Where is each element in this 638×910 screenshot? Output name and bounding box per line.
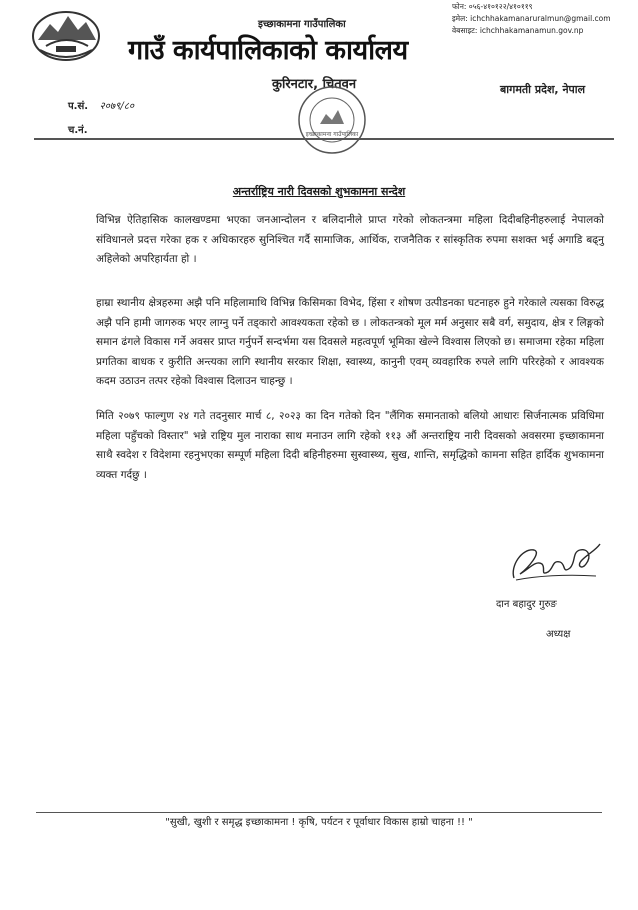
province-name: बागमती प्रदेश, नेपाल: [500, 83, 586, 96]
document-title-text: अन्तर्राष्ट्रिय नारी दिवसको शुभकामना सन्देश: [232, 185, 406, 198]
office-title: गाउँ कार्यपालिकाको कार्यालय: [128, 35, 408, 66]
reference-ps: [68, 98, 134, 112]
paragraph-1: विभिन्न ऐतिहासिक कालखण्डमा भएका जनआन्दोलन र बलिदानीले प्राप्त गरेको लोकतन्त्रमा महिला दिदीबहिनीहरुलाई नेपालको संविधानले प्रदत्त गरेका हक र अधिकारहरु सुनिश्चित गर्दै सामाजिक, आर्थिक, राजनैतिक र सांस्कृतिक रुपमा सशक्त भई अगाडि बढ्नु अहिलेको अपरिहार्यता हो ।: [96, 214, 604, 266]
ps-label: प.सं.: [68, 101, 89, 112]
ps-value: २०७९/८०: [99, 101, 135, 112]
signatory-position: अध्यक्ष: [546, 629, 571, 640]
contact-email: इमेल: ichchhakamanaruralmun@gmail.com: [452, 14, 611, 23]
cn-label: च.नं.: [68, 125, 88, 136]
office-stamp: [296, 84, 368, 156]
document-title: [0, 184, 638, 199]
paragraph-3: मिति २०७९ फाल्गुण २४ गते तदनुसार मार्च ८, २०२३ का दिन गतेको दिन "लैंगिक समानताको बलियो आधारः सिर्जनात्मक प्रविधिमा महिला पहुँचको विस्तार" भन्ने राष्ट्रिय मुल नाराका साथ मनाउन लागि रहेको ११३ औं अन्तराष्ट्रिय नारी दिवसको अवसरमा इच्छाकामना साथै स्वदेश र विदेशमा रहनुभएका सम्पूर्ण महिला दिदी बहिनीहरुमा सुस्वास्थ्य, सुख, शान्ति, समृद्धिको कामना सहित हार्दिक शुभकामना व्यक्त गर्दछु ।: [96, 410, 604, 481]
reference-cn: [68, 122, 88, 136]
header-divider: [34, 138, 614, 140]
stamp-text: इच्छाकामना गाउँपालिका: [305, 131, 359, 138]
municipality-name: इच्छाकामना गाउँपालिका: [258, 19, 346, 30]
place-name: कुरिनटार, चितवन: [272, 77, 357, 92]
paragraph-2: हाम्रा स्थानीय क्षेत्रहरुमा अझै पनि महिलामाथि विभिन्न किसिमका विभेद, हिंसा र शोषण उत्पीडनका घटनाहरु हुने गरेकाले त्यसका विरुद्ध अझै पनि हामी जागरुक भएर लाग्नु पर्ने तड्कारो आवश्यकता रहेको छ । लोकतन्त्रको मूल मर्म अनुसार सबै वर्ग, समुदाय, क्षेत्र र लिङ्गको समान ढंगले विकास गर्ने अवसर प्राप्त गर्नुपर्ने सन्दर्भमा यस दिवसले महत्वपूर्ण भूमिका खेल्ने विश्वास लिएको छ। समाजमा रहेका महिला प्रगतिका बाधक र कुरीति अन्त्यका लागि स्थानीय सरकार शिक्षा, स्वास्थ्य, कानुनी एवम् व्यवहारिक रुपले लागि परिरहेको र आवश्यक कदम उठाउन तत्पर रहेको विश्वास दिलाउन चाहन्छु ।: [96, 297, 604, 388]
footer-divider: [36, 812, 602, 813]
nepal-emblem-icon: [30, 6, 102, 62]
signatory-name: दान बहादुर गुरुङ: [496, 599, 557, 610]
signature: [506, 538, 606, 584]
contact-phone: फोन: ०५६-४१०१२२/४१०११९: [452, 2, 533, 11]
contact-website: वेबसाइट: ichchhakamanamun.gov.np: [452, 26, 584, 35]
footer-slogan: "सुखी, खुशी र समृद्ध इच्छाकामना ! कृषि, पर्यटन र पूर्वाधार विकास हाम्रो चाहना !! ": [165, 817, 473, 828]
